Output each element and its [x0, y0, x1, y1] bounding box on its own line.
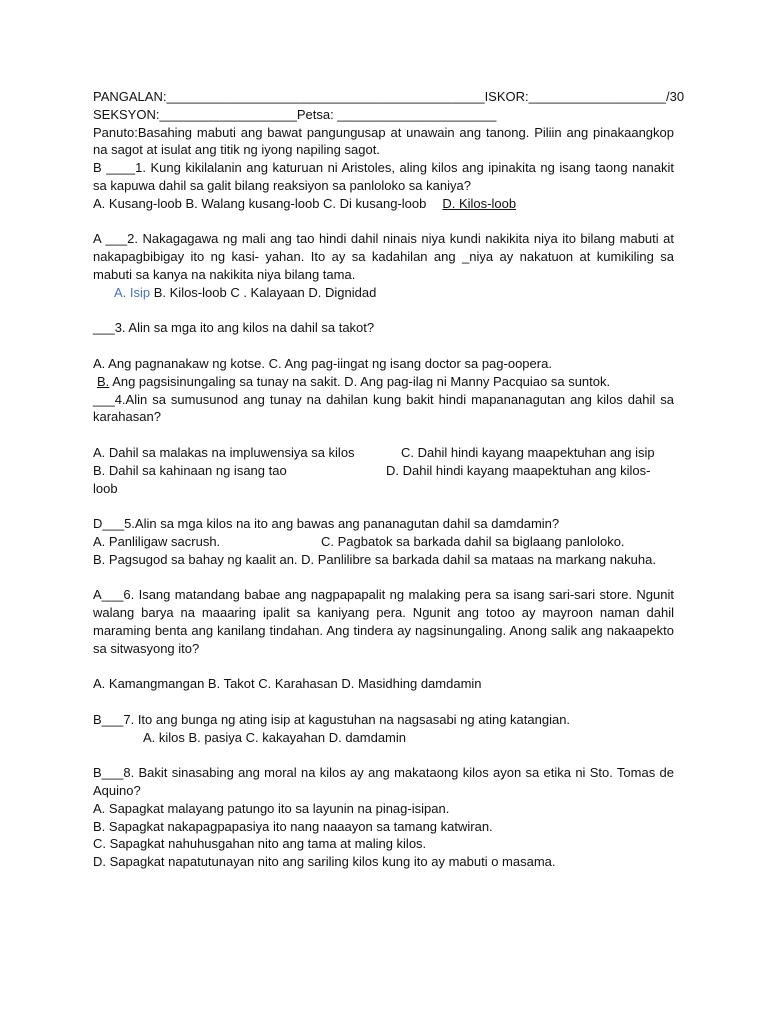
question-1-choices: A. Kusang-loob B. Walang kusang-loob C. Di kusang-loob D. Kilos-loob	[93, 195, 517, 211]
question-2-choices: A. Isip B. Kilos-loob C . Kalayaan D. Dignidad	[114, 284, 377, 300]
question-3: ___3. Alin sa mga ito ang kilos na dahil sa takot?	[93, 320, 375, 336]
question-4: ___4.Alin sa sumusunod ang tunay na dahilan kung bakit hindi mapananagutan ang kilos dahil sa karahasan?	[93, 391, 674, 425]
question-1-choice-d: D. Kilos-loob	[442, 195, 517, 211]
question-6-choices: A. Kamangmangan B. Takot C. Karahasan D. Masidhing damdamin	[93, 676, 482, 692]
question-4-choice-d-cont: loob	[93, 480, 118, 496]
question-8-choice-b: B. Sapagkat nakapagpapasiya ito nang naaayon sa tamang katwiran.	[93, 818, 493, 834]
question-5-choices-ac: A. Panliligaw sacrush. C. Pagbatok sa barkada dahil sa biglaang panloloko.	[93, 533, 625, 549]
question-6: A___6. Isang matandang babae ang nagpapapalit ng malaking pera sa isang sari-sari store. Ngunit walang barya na maaaring ipalit sa kaniyang pera. Ngunit ang totoo ay mayroon naman dahil maraming benta ang kanilang tindahan. Ang tindera ay nagsinungaling. Anong salik ang nakaapekto sa sitwasyong ito?	[93, 587, 674, 656]
question-4-choices-ac: A. Dahil sa malakas na impluwensiya sa kilos C. Dahil hindi kayang maapektuhan ang isip	[93, 444, 655, 460]
question-8-choice-c: C. Sapagkat nahuhusgahan nito ang tama at maling kilos.	[93, 836, 427, 852]
question-1-answer: B	[93, 160, 107, 176]
question-3-choices-ac: A. Ang pagnanakaw ng kotse. C. Ang pag-iingat ng isang doctor sa pag-oopera.	[93, 355, 552, 371]
question-8-choice-d: D. Sapagkat napatutunayan nito ang sariling kilos kung ito ay mabuti o masama.	[93, 854, 556, 870]
question-3-choices-bd: B. Ang pagsisinungaling sa tunay na sakit. D. Ang pag-ilag ni Manny Pacquiao sa suntok.	[97, 373, 611, 389]
instructions: Panuto:Basahing mabuti ang bawat pangungusap at unawain ang tanong. Piliin ang pinakaangkop na sagot at isulat ang titik ng iyong napiling sagot.	[93, 124, 674, 158]
question-8-choice-a: A. Sapagkat malayang patungo ito sa layunin na pinag-isipan.	[93, 800, 450, 816]
question-7-choices: A. kilos B. pasiya C. kakayahan D. damdamin	[143, 729, 407, 745]
question-2-stem: ___2. Nakagagawa ng mali ang tao hindi dahil ninais niya kundi nakikita niya ito bilang mabuti at nakapagbibigay ito ng kasi- yahan. Ito ay sa kadahilan ang _niya ay nakatuon at kumikiling sa mabuti sa kanya na nakikita niya bilang tama.	[93, 231, 674, 282]
question-2	[93, 230, 674, 283]
worksheet-content	[93, 88, 685, 871]
question-4-choices-bd: B. Dahil sa kahinaan ng isang tao D. Dahil hindi kayang maapektuhan ang kilos-	[93, 462, 651, 478]
question-2-choice-a: A. Isip	[114, 284, 151, 300]
question-7: B___7. Ito ang bunga ng ating isip at kagustuhan na nagsasabi ng ating katangian.	[93, 711, 571, 727]
question-5-choices-bd: B. Pagsugod sa bahay ng kaalit an. D. Panlilibre sa barkada dahil sa mataas na markang nakuha.	[93, 551, 656, 567]
question-1-stem: ____1. Kung kikilalanin ang katuruan ni Aristoles, aling kilos ang ipinakita ng isang taong nanakit sa kapuwa dahil sa galit bilang reaksiyon sa panloloko sa kaniya?	[93, 160, 674, 193]
question-5: D___5.Alin sa mga kilos na ito ang bawas ang pananagutan dahil sa damdamin?	[93, 516, 560, 532]
section-date-line: SEKSYON:___________________Petsa: ______________________	[93, 106, 497, 122]
name-score-line: PANGALAN:____________________________________________ISKOR:___________________/30	[93, 89, 685, 104]
question-3-choice-b-letter: B.	[97, 373, 110, 389]
question-8: B___8. Bakit sinasabing ang moral na kilos ay ang makataong kilos ayon sa etika ni Sto. Tomas de Aquino?	[93, 765, 674, 799]
question-2-answer: A	[93, 231, 101, 247]
question-1	[93, 159, 674, 195]
